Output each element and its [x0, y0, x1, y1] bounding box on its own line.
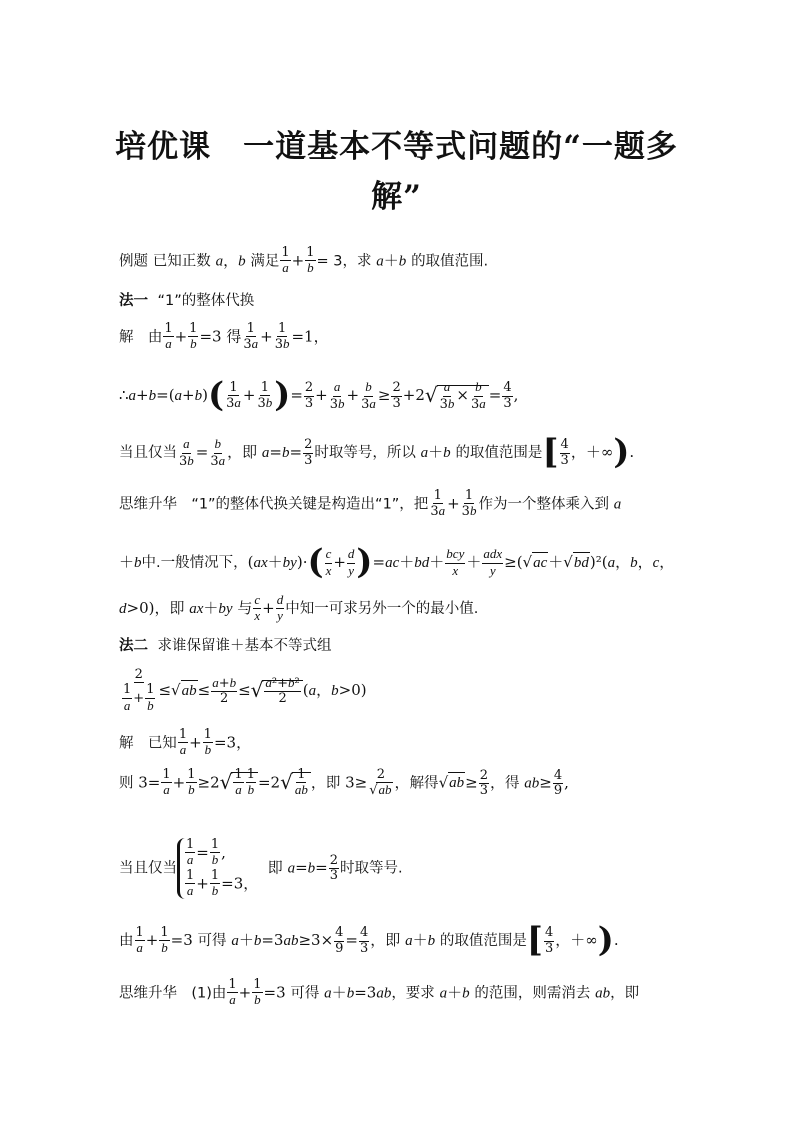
page-title	[100, 122, 693, 222]
method2-inequality-chain: 2 $\frac{1}{a}$ + $\frac{1}{b}$ ≤√ab≤ $\frac{a+b}{2}$ ≤√ $\frac{\text{a²+b²}}{2}$ (a，b>0)	[123, 667, 367, 713]
method1-derivation: ∴a+b=(a+b)( $\frac{1}{3a}$ + $\frac{1}{3b}$ )= $\frac{2}{3}$ + $\frac{a}{3b}$ + $\frac{b}{3a}$ ≥ $\frac{2}{3}$ +2√ $\frac{a}{3b}$ × $\frac{b}{3a}$ = $\frac{4}{3}$ ,	[119, 375, 519, 415]
method1-summary-1: 思维升华 “1”的整体代换关键是构造出“1”，把 $\frac{1}{3a}$ + $\frac{1}{3b}$ 作为一个整体乘入到 a	[119, 488, 622, 520]
method2-summary: 思维升华 (1)由 $\frac{1}{a}$ + $\frac{1}{b}$ =3 可得 a＋b=3ab，要求 a＋b 的范围，则需消去 ab，即	[119, 977, 640, 1008]
method2-derivation: 则 3= $\frac{1}{a}$ + $\frac{1}{b}$ ≥2√ $\frac{1}{a}$ $\frac{1}{b}$ =2√ $\frac{1}{ab}$ ，即 3≥ $\frac{2}{√ab}$ ，解得√ab≥ $\frac{2}{3}$ ，得 ab≥ $\frac{4}{9}$ ,	[119, 767, 569, 799]
method2-solve-line: 解 已知 $\frac{1}{a}$ + $\frac{1}{b}$ =3，	[119, 727, 252, 758]
method1-solve-line: 解 由 $\frac{1}{a}$ + $\frac{1}{b}$ =3 得 $\frac{1}{3a}$ + $\frac{1}{3b}$ =1，	[119, 321, 329, 353]
method2-result: 由 $\frac{1}{a}$ + $\frac{1}{b}$ =3 可得 a＋b=3ab≥3× $\frac{4}{9}$ = $\frac{4}{3}$ ，即 a＋b 的取值范围是[ $\frac{4}{3}$ ，＋∞).	[119, 920, 619, 960]
method2-heading: 法二 求谁保留谁＋基本不等式组	[119, 638, 332, 654]
method1-heading: 法一 “1”的整体代换	[119, 293, 255, 309]
method1-summary-3: d>0)，即 ax＋by 与 $\frac{c}{x}$ + $\frac{d}{y}$ 中知一可求另外一个的最小值.	[119, 592, 479, 624]
example-label: 例题	[119, 253, 148, 270]
title-line-1: 培优课 一道基本不等式问题的“一题多	[115, 129, 678, 165]
method1-summary-2: ＋b中.一般情况下，(ax＋by)·( $\frac{c}{x}$ + $\frac{d}{y}$ )=ac＋bd＋ bcy x ＋ adx y ≥(√ac＋√bd)²(a，b，c，	[119, 542, 675, 582]
method1-condition: 当且仅当 $\frac{a}{3b}$ = $\frac{b}{3a}$ ，即 a=b= $\frac{2}{3}$ 时取等号，所以 a＋b 的取值范围是[ $\frac{4}{3}$ ，＋∞).	[119, 432, 635, 472]
method2-condition: 当且仅当 $\frac{1}{a}$ = $\frac{1}{b}$ , $\frac{1}{a}$ + $\frac{1}{b}$ =3， 即 a=b= $\frac{2}{3}$ 时取等号.	[119, 837, 403, 898]
title-line-2: 解”	[371, 179, 422, 215]
example-line: 例题 已知正数 a，b 满足 $\frac{1}{a}$ + $\frac{1}{b}$ = 3，求 a＋b 的取值范围.	[119, 245, 489, 276]
